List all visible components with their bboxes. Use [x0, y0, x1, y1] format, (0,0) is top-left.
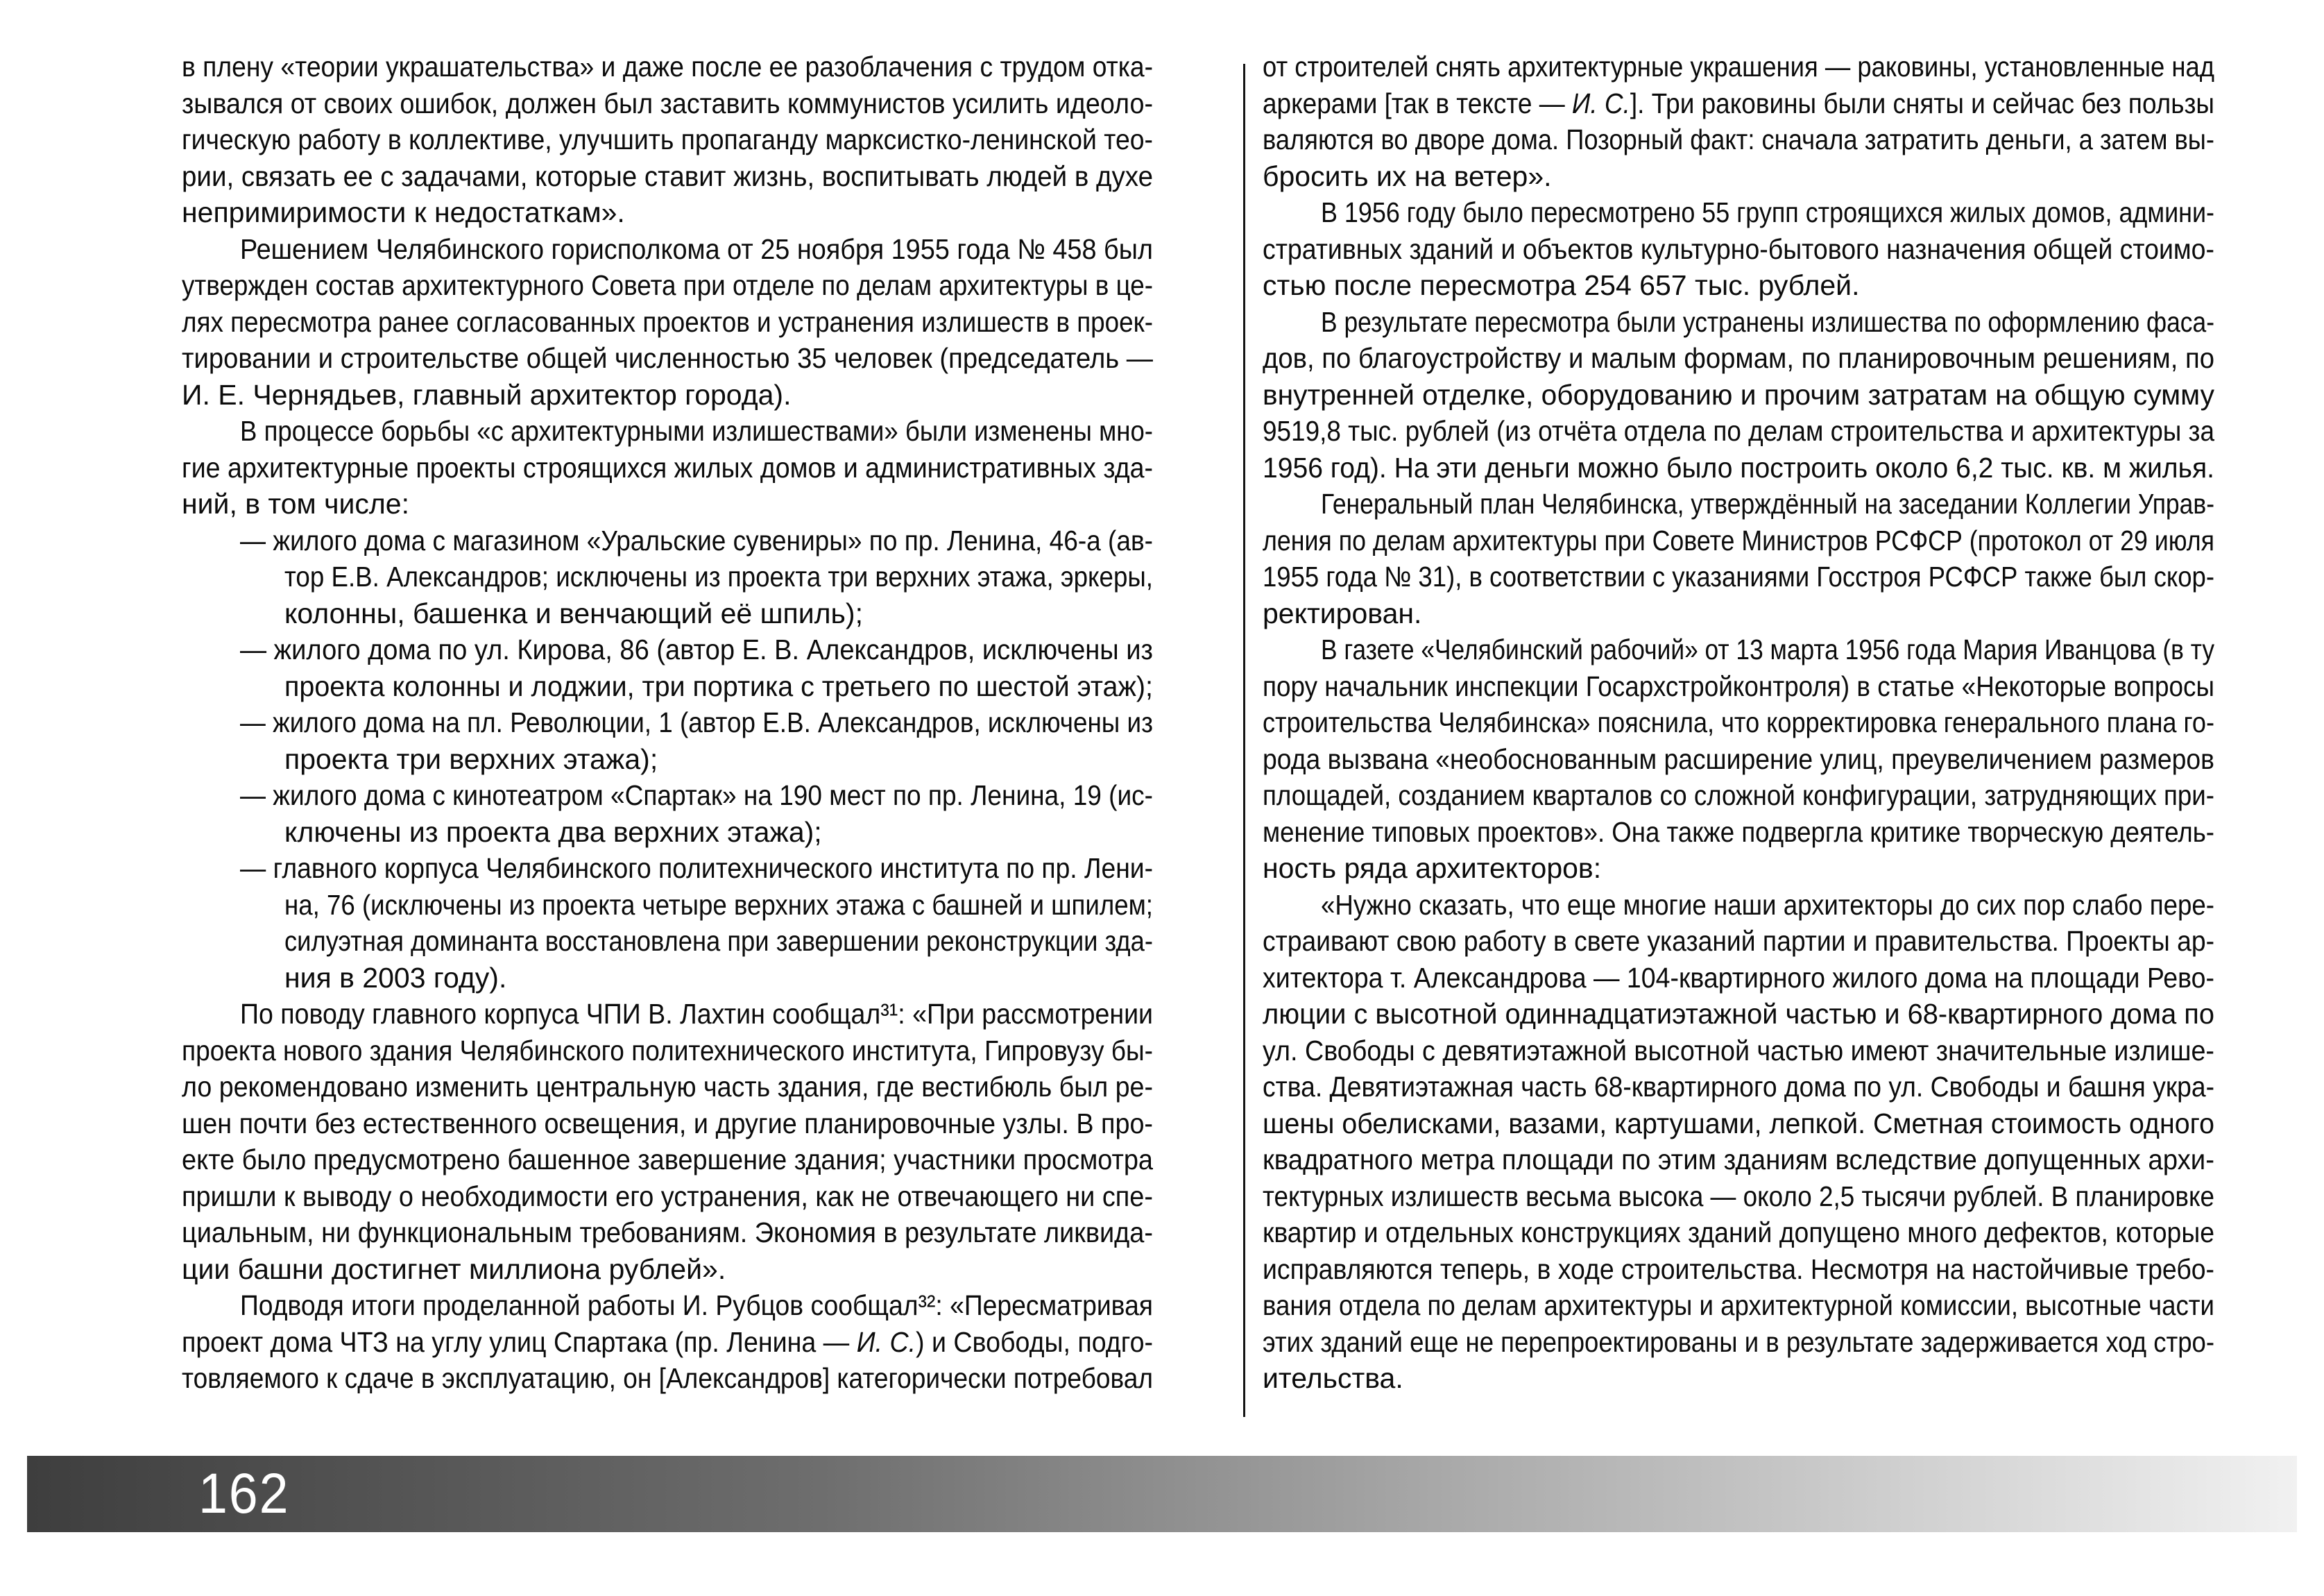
- text-line: Решением Челябинского горисполкома от 25 ноября 1955 года № 458 был: [240, 232, 1153, 265]
- text-line: рода вызвана «необоснованным расширение улиц, преувеличением размеров: [1263, 742, 2214, 775]
- text-line: пришли к выводу о необходимости его устранения, как не отвечающего ни спе-: [182, 1180, 1153, 1212]
- text-line: ительства.: [1263, 1362, 1403, 1394]
- text-line: строительства Челябинска» пояснила, что корректировка генерального плана го-: [1263, 706, 2214, 738]
- text-line: квадратного метра площади по этим зданиям вследствие допущенных архи-: [1263, 1144, 2214, 1175]
- text-line: менение типовых проектов». Она также подвергла критике творческую деятель-: [1263, 815, 2214, 848]
- text-line: проекта три верхних этажа);: [284, 742, 658, 775]
- text-line: 1955 года № 31), в соответствии с указаниями Госстроя РСФСР также был скор-: [1263, 561, 2214, 593]
- text-line: — жилого дома с кинотеатром «Спартак» на 190 мест по пр. Ленина, 19 (ис-: [240, 779, 1153, 811]
- text-line: гие архитектурные проекты строящихся жилых домов и административных зда-: [182, 451, 1153, 484]
- text-line: люции с высотной одиннадцатиэтажной частью и 68-квартирного дома по: [1263, 998, 2214, 1030]
- text-line: утвержден состав архитектурного Совета при отделе по делам архитектуры в це-: [182, 269, 1153, 301]
- text-line: ления по делам архитектуры при Совете Министров РСФСР (протокол от 29 июля: [1263, 524, 2214, 557]
- footer-bar: [27, 1456, 2297, 1532]
- text-line: — жилого дома по ул. Кирова, 86 (автор Е. В. Александров, исключены из: [240, 634, 1153, 665]
- text-line: вания отдела по делам архитектуры и архитектурной комиссии, высотные части: [1263, 1289, 2214, 1321]
- text-line: проекта колонны и лоджии, три портика с третьего по шестой этаж);: [284, 670, 1153, 702]
- text-line: ции башни достигнет миллиона рублей».: [182, 1253, 726, 1285]
- text-line: тировании и строительстве общей численностью 35 человек (председатель —: [182, 342, 1153, 374]
- text-line: «Нужно сказать, что еще многие наши архитекторы до сих пор слабо пере-: [1321, 888, 2214, 921]
- text-line: страивают свою работу в свете указаний партии и правительства. Проекты ар-: [1263, 925, 2214, 957]
- text-line: 1956 год). На эти деньги можно было построить около 6,2 тыс. кв. м жилья.: [1263, 451, 2214, 484]
- text-line: от строителей снять архитектурные украшения — раковины, установленные над: [1263, 51, 2214, 83]
- text-line: товляемого к сдаче в эксплуатацию, он [Александров] категорически потребовал: [182, 1362, 1153, 1394]
- text-line: екте было предусмотрено башенное завершение здания; участники просмотра: [182, 1144, 1153, 1175]
- text-line: Подводя итоги проделанной работы И. Рубцов сообщал³²: «Пересматривая: [240, 1289, 1153, 1321]
- text-line: В процессе борьбы «с архитектурными излишествами» были изменены мно-: [240, 415, 1153, 447]
- text-line: проект дома ЧТЗ на углу улиц Спартака (пр. Ленина — И. С.) и Свободы, подго-: [182, 1325, 1153, 1358]
- text-line: В газете «Челябинский рабочий» от 13 марта 1956 года Мария Иванцова (в ту: [1321, 634, 2214, 665]
- text-line: ства. Девятиэтажная часть 68-квартирного дома по ул. Свободы и башня укра-: [1263, 1071, 2214, 1103]
- text-line: — жилого дома на пл. Революции, 1 (автор Е.В. Александров, исключены из: [240, 706, 1153, 738]
- text-line: В результате пересмотра были устранены излишества по оформлению фаса-: [1321, 305, 2214, 338]
- text-line: ключены из проекта два верхних этажа);: [284, 815, 822, 848]
- text-line: этих зданий еще не перепроектированы и в результате задерживается ход стро-: [1263, 1325, 2214, 1358]
- text-line: зывался от своих ошибок, должен был заставить коммунистов усилить идеоло-: [182, 87, 1153, 119]
- text-line: валяются во дворе дома. Позорный факт: сначала затратить деньги, а затем вы-: [1263, 124, 2214, 155]
- text-line: тектурных излишеств весьма высока — около 2,5 тысячи рублей. В планировке: [1263, 1180, 2214, 1212]
- text-line: ректирован.: [1263, 597, 1422, 629]
- text-line: пору начальник инспекции Госархстройконтроля) в статье «Некоторые вопросы: [1263, 670, 2214, 702]
- text-line: дов, по благоустройству и малым формам, по планировочным решениям, по: [1263, 342, 2214, 374]
- text-line: циальным, ни функциональным требованиям. Экономия в результате ликвида-: [182, 1216, 1153, 1248]
- text-line: И. Е. Чернядьев, главный архитектор города).: [182, 378, 792, 411]
- text-line: силуэтная доминанта восстановлена при завершении реконструкции зда-: [284, 925, 1153, 957]
- text-line: 9519,8 тыс. рублей (из отчёта отдела по делам строительства и архитектуры за: [1263, 415, 2214, 447]
- column-divider: [1243, 64, 1245, 1417]
- text-column-right: [1263, 49, 2214, 1397]
- text-line: тор Е.В. Александров; исключены из проекта три верхних этажа, эркеры,: [284, 561, 1153, 593]
- text-line: колонны, башенка и венчающий её шпиль);: [284, 597, 863, 629]
- text-line: рии, связать ее с задачами, которые ставит жизнь, воспитывать людей в духе: [182, 160, 1153, 192]
- text-line: гическую работу в коллективе, улучшить пропаганду марксистко-ленинской тео-: [182, 124, 1153, 155]
- text-line: аркерами [так в тексте — И. С.]. Три раковины были сняты и сейчас без пользы: [1263, 87, 2214, 119]
- text-line: на, 76 (исключены из проекта четыре верхних этажа с башней и шпилем;: [284, 888, 1153, 921]
- text-line: По поводу главного корпуса ЧПИ В. Лахтин сообщал³¹: «При рассмотрении: [240, 998, 1153, 1030]
- text-line: ность ряда архитекторов:: [1263, 852, 1602, 884]
- text-line: — главного корпуса Челябинского политехнического института по пр. Лени-: [240, 852, 1153, 884]
- text-line: ло рекомендовано изменить центральную часть здания, где вестибюль был ре-: [182, 1071, 1153, 1103]
- text-line: В 1956 году было пересмотрено 55 групп строящихся жилых домов, админи-: [1321, 196, 2214, 228]
- text-line: ул. Свободы с девятиэтажной высотной частью имеют значительные излише-: [1263, 1034, 2214, 1067]
- text-line: стью после пересмотра 254 657 тыс. рублей.: [1263, 269, 1860, 301]
- text-line: исправляются теперь, в ходе строительства. Несмотря на настойчивые требо-: [1263, 1253, 2214, 1285]
- text-line: стративных зданий и объектов культурно-бытового назначения общей стоимо-: [1263, 232, 2214, 265]
- text-line: — жилого дома с магазином «Уральские сувениры» по пр. Ленина, 46-а (ав-: [240, 524, 1153, 557]
- text-line: бросить их на ветер».: [1263, 160, 1552, 192]
- text-line: Генеральный план Челябинска, утверждённый на заседании Коллегии Управ-: [1321, 488, 2214, 520]
- text-line: шен почти без естественного освещения, и другие планировочные узлы. В про-: [182, 1107, 1153, 1139]
- text-line: ния в 2003 году).: [284, 961, 507, 994]
- text-line: проекта нового здания Челябинского политехнического института, Гипровузу бы-: [182, 1034, 1153, 1067]
- page-number: 162: [198, 1462, 290, 1525]
- text-column-left: [182, 49, 1153, 1397]
- text-line: лях пересмотра ранее согласованных проектов и устранения излишеств в проек-: [182, 305, 1153, 338]
- text-line: площадей, созданием кварталов со сложной конфигурации, затрудняющих при-: [1263, 779, 2214, 811]
- text-line: ний, в том числе:: [182, 488, 409, 520]
- text-line: квартир и отдельных конструкциях зданий допущено много дефектов, которые: [1263, 1216, 2214, 1248]
- text-line: внутренней отделке, оборудованию и прочим затратам на общую сумму: [1263, 378, 2214, 411]
- text-line: в плену «теории украшательства» и даже после ее разоблачения с трудом отка-: [182, 51, 1153, 83]
- text-line: хитектора т. Александрова — 104-квартирного жилого дома на площади Рево-: [1263, 961, 2214, 994]
- text-line: непримиримости к недостаткам».: [182, 196, 625, 228]
- text-line: шены обелисками, вазами, картушами, лепкой. Сметная стоимость одного: [1263, 1107, 2214, 1139]
